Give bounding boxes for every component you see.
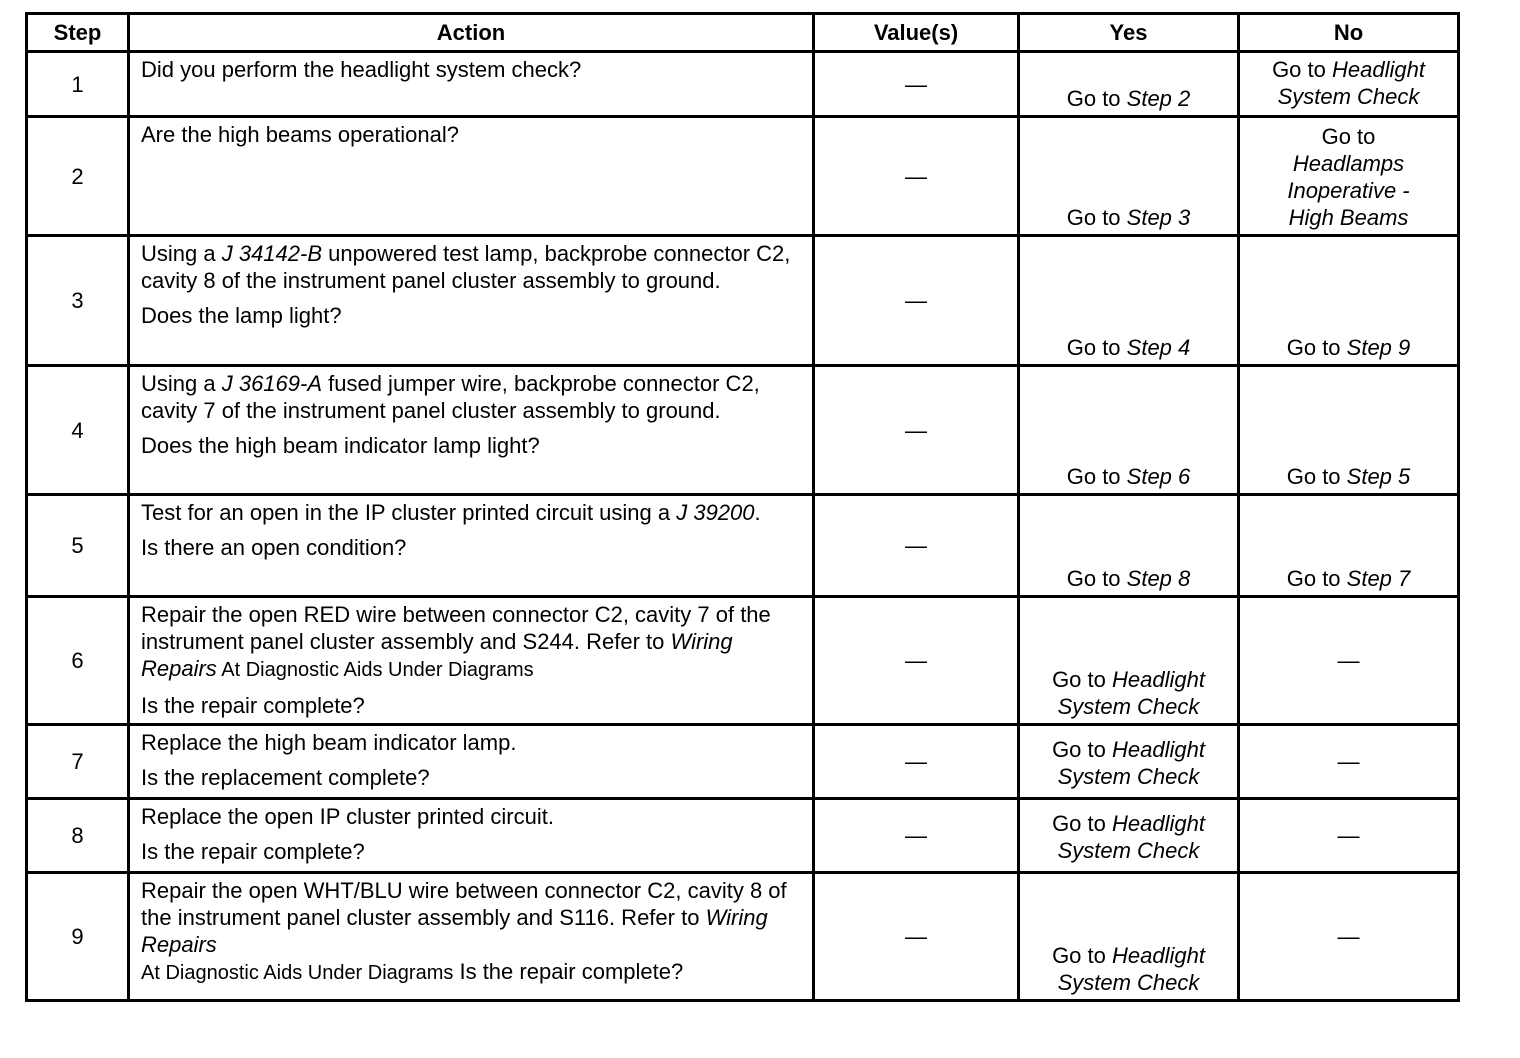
yes-cell: Go to Step 2 [1019, 52, 1239, 117]
step-number: 6 [27, 597, 129, 725]
value-cell: — [814, 117, 1019, 236]
action-text: Using a J 34142-B unpowered test lamp, backprobe connector C2, cavity 8 of the instrument panel cluster assembly to ground. Does the lamp light? [129, 236, 814, 366]
value-cell: — [814, 597, 1019, 725]
action-question: Does the high beam indicator lamp light? [141, 433, 540, 458]
no-cell: — [1239, 799, 1459, 873]
action-question: Is the replacement complete? [141, 765, 430, 790]
table-row [27, 495, 1459, 597]
header-yes: Yes [1019, 14, 1239, 52]
yes-cell: Go to Headlight System Check [1019, 799, 1239, 873]
action-text: Are the high beams operational? [129, 117, 814, 236]
table-row [27, 725, 1459, 799]
step-number: 2 [27, 117, 129, 236]
action-question: Does the lamp light? [141, 303, 342, 328]
action-text: Replace the open IP cluster printed circuit. Is the repair complete? [129, 799, 814, 873]
table-row [27, 873, 1459, 1001]
no-cell: Go to Step 9 [1239, 236, 1459, 366]
yes-cell: Go to Step 8 [1019, 495, 1239, 597]
action-text: Replace the high beam indicator lamp. Is the replacement complete? [129, 725, 814, 799]
yes-cell: Go to Headlight System Check [1019, 873, 1239, 1001]
table-row [27, 236, 1459, 366]
table-row [27, 366, 1459, 495]
table-row [27, 52, 1459, 117]
value-cell: — [814, 495, 1019, 597]
action-text: Test for an open in the IP cluster printed circuit using a J 39200. Is there an open condition? [129, 495, 814, 597]
action-text: Repair the open WHT/BLU wire between connector C2, cavity 8 of the instrument panel cluster assembly and S116. Refer to Wiring Repairs At Diagnostic Aids Under Diagrams Is the repair complete? [129, 873, 814, 1001]
header-values: Value(s) [814, 14, 1019, 52]
step-number: 7 [27, 725, 129, 799]
step-number: 9 [27, 873, 129, 1001]
action-text: Repair the open RED wire between connector C2, cavity 7 of the instrument panel cluster assembly and S244. Refer to Wiring Repairs At Diagnostic Aids Under Diagrams Is the repair complete? [129, 597, 814, 725]
yes-cell: Go to Headlight System Check [1019, 725, 1239, 799]
no-cell: Go to Step 5 [1239, 366, 1459, 495]
header-action: Action [129, 14, 814, 52]
step-number: 3 [27, 236, 129, 366]
yes-cell: Go to Step 3 [1019, 117, 1239, 236]
value-cell: — [814, 725, 1019, 799]
no-cell: — [1239, 597, 1459, 725]
table-row [27, 597, 1459, 725]
table-row [27, 799, 1459, 873]
step-number: 8 [27, 799, 129, 873]
action-text: Using a J 36169-A fused jumper wire, backprobe connector C2, cavity 7 of the instrument panel cluster assembly to ground. Does the high beam indicator lamp light? [129, 366, 814, 495]
action-question: Is there an open condition? [141, 535, 407, 560]
step-number: 4 [27, 366, 129, 495]
value-cell: — [814, 873, 1019, 1001]
header-no: No [1239, 14, 1459, 52]
value-cell: — [814, 236, 1019, 366]
value-cell: — [814, 799, 1019, 873]
no-cell: — [1239, 725, 1459, 799]
no-cell: Go to Step 7 [1239, 495, 1459, 597]
action-question: Is the repair complete? [141, 839, 365, 864]
no-cell: Go to Headlamps Inoperative - High Beams [1239, 117, 1459, 236]
header-row [27, 14, 1459, 52]
action-question: Is the repair complete? [141, 693, 365, 718]
step-number: 5 [27, 495, 129, 597]
table-row [27, 117, 1459, 236]
action-text: Did you perform the headlight system check? [129, 52, 814, 117]
yes-cell: Go to Step 4 [1019, 236, 1239, 366]
value-cell: — [814, 366, 1019, 495]
step-number: 1 [27, 52, 129, 117]
yes-cell: Go to Headlight System Check [1019, 597, 1239, 725]
no-cell: Go to Headlight System Check [1239, 52, 1459, 117]
header-step: Step [27, 14, 129, 52]
yes-cell: Go to Step 6 [1019, 366, 1239, 495]
diagnostic-table [25, 12, 1460, 1002]
no-cell: — [1239, 873, 1459, 1001]
value-cell: — [814, 52, 1019, 117]
